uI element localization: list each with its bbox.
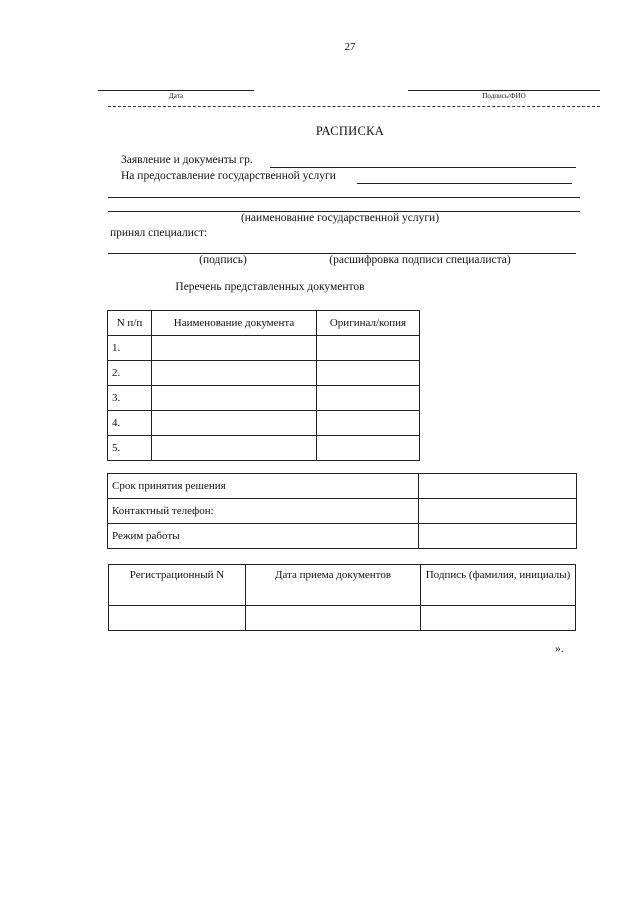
date-line (98, 90, 254, 91)
signature-field-caption: (подпись) (199, 254, 247, 266)
documents-table-header (108, 311, 420, 336)
documents-title: Перечень представленных документов (175, 281, 365, 293)
phone-value[interactable] (419, 499, 577, 524)
table-row (109, 606, 576, 631)
page-number: 27 (344, 41, 356, 53)
document-title: РАСПИСКА (315, 124, 385, 138)
col-original-header: Оригинал/копия (317, 311, 420, 336)
original-copy-cell[interactable] (317, 411, 420, 436)
reg-date-header: Дата приема документов (246, 565, 421, 606)
document-name-cell[interactable] (152, 386, 317, 411)
date-caption: Дата (169, 92, 183, 100)
table-row (108, 411, 420, 436)
row-number: 5. (108, 436, 152, 461)
original-copy-cell[interactable] (317, 361, 420, 386)
phone-label: Контактный телефон: (108, 499, 419, 524)
table-row (108, 524, 577, 549)
service-caption: (наименование государственной услуги) (240, 212, 440, 224)
accepted-label: принял специалист: (110, 227, 208, 239)
table-row (108, 336, 420, 361)
document-name-cell[interactable] (152, 336, 317, 361)
cut-line (108, 106, 600, 107)
table-row (108, 436, 420, 461)
original-copy-cell[interactable] (317, 436, 420, 461)
info-table (107, 473, 577, 549)
row-number: 4. (108, 411, 152, 436)
applicant-field[interactable] (270, 167, 576, 168)
work-hours-value[interactable] (419, 524, 577, 549)
col-name-header: Наименование документа (152, 311, 317, 336)
reg-number-cell[interactable] (109, 606, 246, 631)
decision-term-value[interactable] (419, 474, 577, 499)
table-row (108, 499, 577, 524)
row-number: 3. (108, 386, 152, 411)
reg-number-header: Регистрационный N (109, 565, 246, 606)
decision-term-label: Срок принятия решения (108, 474, 419, 499)
service-label: На предоставление государственной услуги (121, 170, 336, 182)
documents-table (107, 310, 420, 461)
specialist-name-caption: (расшифровка подписи специалиста) (329, 254, 511, 266)
registration-table (108, 564, 576, 631)
applicant-label: Заявление и документы гр. (121, 154, 253, 166)
table-row (108, 361, 420, 386)
closing-mark: ». (555, 643, 564, 655)
table-row (108, 474, 577, 499)
reg-date-cell[interactable] (246, 606, 421, 631)
registration-table-header (109, 565, 576, 606)
document-name-cell[interactable] (152, 436, 317, 461)
row-number: 1. (108, 336, 152, 361)
signature-caption: Подпись/ФИО (482, 92, 526, 100)
service-field[interactable] (357, 183, 572, 184)
original-copy-cell[interactable] (317, 336, 420, 361)
document-name-cell[interactable] (152, 361, 317, 386)
work-hours-label: Режим работы (108, 524, 419, 549)
table-row (108, 386, 420, 411)
signature-line (408, 90, 600, 91)
document-name-cell[interactable] (152, 411, 317, 436)
original-copy-cell[interactable] (317, 386, 420, 411)
service-field-line-2[interactable] (108, 197, 580, 198)
reg-signature-cell[interactable] (421, 606, 576, 631)
reg-signature-header: Подпись (фамилия, инициалы) (421, 565, 576, 606)
row-number: 2. (108, 361, 152, 386)
col-number-header: N п/п (108, 311, 152, 336)
